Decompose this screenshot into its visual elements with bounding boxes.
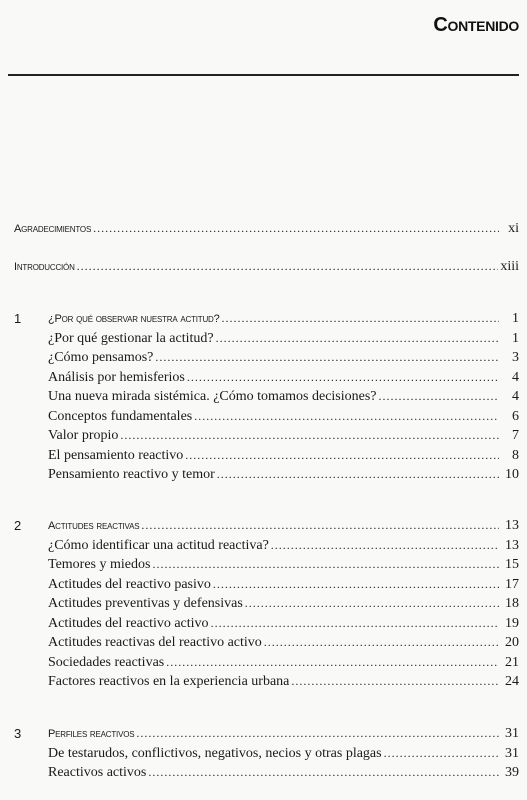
section-title: Actitudes reactivas del reactivo activo [48,635,262,650]
toc-chapter [14,518,519,538]
toc-front-entry [14,259,519,279]
entry-title-caps: Agradecimientos [14,223,92,235]
dot-leader [217,467,499,482]
section-title: Pensamiento reactivo y temor [48,467,215,482]
page-number: xiii [500,259,519,274]
toc-section [14,467,519,487]
page-number: xi [508,221,519,236]
toc-section [14,448,519,468]
dot-leader [222,311,499,326]
section-title: Actitudes del reactivo activo [48,615,209,631]
page-number: 10 [505,467,519,482]
page-number: 7 [512,428,519,443]
dot-leader [166,655,499,670]
toc-section [14,428,519,448]
page-number: 17 [505,576,519,592]
toc-section [14,596,519,616]
page-number: 31 [505,745,519,761]
page-number: 1 [512,330,519,346]
dot-leader [77,259,499,274]
toc-section [14,370,519,390]
section-title: Sociedades reactivas [48,654,165,670]
section-title: Factores reactivos en la experiencia urbana [48,674,290,689]
page-number: 24 [505,674,519,689]
dot-leader [185,448,499,463]
toc-section [14,674,519,694]
toc-section [14,331,519,351]
page-number: 3 [512,350,519,365]
title-rule [8,74,519,76]
section-title: De testarudos, conflictivos, negativos, necios y otras plagas [48,745,382,761]
section-title: Análisis por hemisferios [48,369,185,385]
dot-leader [271,538,499,553]
dot-leader [211,616,499,631]
section-title: Reactivos activos [48,765,147,780]
section-title: Valor propio [48,428,119,443]
entry-title-caps: ¿Por qué observar nuestra actitud? [48,313,220,325]
toc-chapter [14,726,519,746]
dot-leader [93,221,499,236]
toc-section [14,635,519,655]
page-number: 4 [512,389,519,404]
toc-section [14,350,519,370]
entry-title-caps: Actitudes reactivas [48,520,140,532]
dot-leader [213,577,499,592]
toc-section [14,655,519,675]
dot-leader [136,726,499,741]
chapter-number: 3 [14,726,22,741]
section-title: Actitudes preventivas y defensivas [48,596,243,611]
dot-leader [141,518,499,533]
section-title: Conceptos fundamentales [48,408,193,424]
toc-section [14,577,519,597]
section-title: Una nueva mirada sistémica. ¿Cómo tomamos decisiones? [48,389,377,404]
dot-leader [245,596,499,611]
toc-section [14,389,519,409]
chapter-number: 1 [14,311,22,326]
page-number: 13 [505,537,519,553]
section-title: ¿Cómo pensamos? [48,350,154,365]
page-number: 6 [512,408,519,424]
entry-title-caps: Perfiles reactivos [48,728,135,740]
toc-section [14,746,519,766]
page-number: 4 [512,369,519,385]
entry-title-caps: Introducción [14,261,75,273]
dot-leader [148,765,499,780]
section-title: Temores y miedos [48,557,151,572]
toc-section [14,616,519,636]
dot-leader [120,428,499,443]
chapter-number: 2 [14,518,22,533]
section-title: ¿Por qué gestionar la actitud? [48,330,214,346]
dot-leader [291,674,499,689]
section-title: El pensamiento reactivo [48,447,184,463]
page-number: 31 [505,726,519,741]
page-number: 8 [512,447,519,463]
dot-leader [155,350,499,365]
page-number: 39 [505,765,519,780]
dot-leader [264,635,499,650]
dot-leader [187,370,499,385]
toc-section [14,409,519,429]
page-number: 20 [505,635,519,650]
dot-leader [384,746,499,761]
section-title: Actitudes del reactivo pasivo [48,576,211,592]
toc-front-entry [14,221,519,241]
section-title: ¿Cómo identificar una actitud reactiva? [48,537,269,553]
toc-section [14,765,519,785]
toc-section [14,557,519,577]
dot-leader [379,389,499,404]
dot-leader [152,557,499,572]
dot-leader [194,409,499,424]
page-number: 13 [505,518,519,533]
dot-leader [216,331,499,346]
page-number: 19 [505,615,519,631]
page-number: 15 [505,557,519,572]
toc-chapter [14,311,519,331]
page-title: Contenido [433,14,519,36]
page-number: 21 [505,654,519,670]
page-number: 1 [512,311,519,326]
page-number: 18 [505,596,519,611]
toc-section [14,538,519,558]
